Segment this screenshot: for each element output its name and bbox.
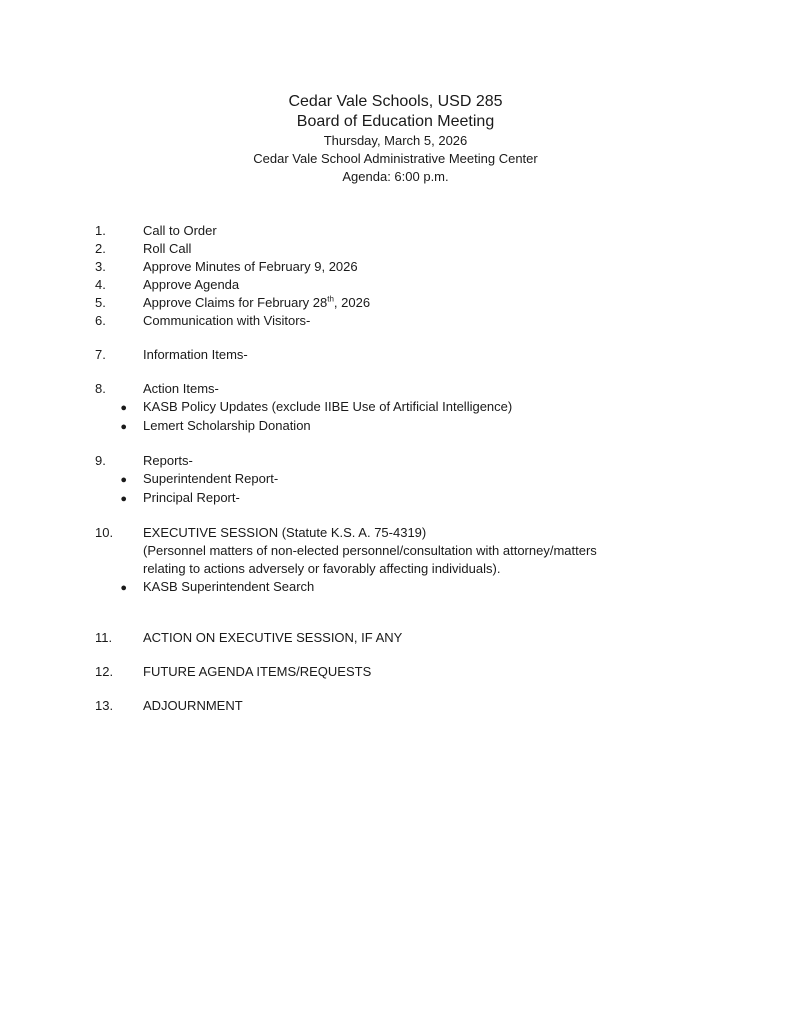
bullet-item [95, 489, 735, 508]
bullet-item [95, 398, 735, 417]
item-text: EXECUTIVE SESSION (Statute K.S. A. 75-4319) [143, 525, 427, 540]
bullet-icon: ● [120, 582, 127, 594]
meeting-time: Agenda: 6:00 p.m. [342, 169, 449, 184]
item-text: Approve Minutes of February 9, 2026 [143, 259, 358, 274]
agenda-item [95, 452, 735, 470]
item-text: Call to Order [143, 223, 217, 238]
bullet-text: KASB Superintendent Search [143, 579, 315, 594]
bullet-text: KASB Policy Updates (exclude IIBE Use of Artificial Intelligence) [143, 399, 513, 414]
agenda-list [95, 222, 735, 715]
meeting-date: Thursday, March 5, 2026 [323, 133, 468, 148]
item-number: 3. [95, 259, 106, 274]
bullet-icon: ● [120, 474, 127, 486]
bullet-icon: ● [120, 421, 127, 433]
item-number: 4. [95, 277, 106, 292]
item-text: FUTURE AGENDA ITEMS/REQUESTS [143, 664, 372, 679]
agenda-item [95, 276, 735, 294]
agenda-item [95, 240, 735, 258]
bullet-text: Superintendent Report- [143, 471, 279, 486]
agenda-item [95, 629, 735, 647]
item-text: Reports- [143, 453, 193, 468]
session-description-line: (Personnel matters of non-elected personnel/consultation with attorney/matters [143, 543, 597, 558]
item-number: 2. [95, 241, 106, 256]
item-text-pre: Approve Claims for February 28 [143, 295, 328, 310]
org-title: Cedar Vale Schools, USD 285 [288, 93, 503, 110]
item-number: 1. [95, 223, 106, 238]
item-text: ACTION ON EXECUTIVE SESSION, IF ANY [143, 630, 403, 645]
agenda-item [95, 222, 735, 240]
item-text: Roll Call [143, 241, 192, 256]
agenda-item [95, 524, 735, 542]
item-text-post: , 2026 [333, 295, 371, 310]
item-text: ADJOURNMENT [143, 698, 243, 713]
agenda-item [95, 663, 735, 681]
item-text: Communication with Visitors- [143, 313, 311, 328]
agenda-item [95, 258, 735, 276]
meeting-title: Board of Education Meeting [296, 113, 495, 130]
item-number: 11. [95, 630, 113, 645]
bullet-icon: ● [120, 402, 127, 414]
item-text: Approve Agenda [143, 277, 240, 292]
agenda-item [95, 346, 735, 364]
agenda-item [95, 380, 735, 398]
ordinal-suffix: th [327, 294, 334, 304]
agenda-header [0, 92, 791, 186]
bullet-item [95, 578, 735, 597]
meeting-location: Cedar Vale School Administrative Meeting Center [253, 151, 538, 166]
agenda-item [95, 312, 735, 330]
bullet-item [95, 417, 735, 436]
bullet-item [95, 470, 735, 489]
bullet-icon: ● [120, 493, 127, 505]
item-number: 12. [95, 664, 114, 679]
item-number: 5. [95, 295, 106, 310]
item-number: 7. [95, 347, 106, 362]
item-text: Action Items- [143, 381, 219, 396]
bullet-text: Principal Report- [143, 490, 240, 505]
item-text: Information Items- [143, 347, 248, 362]
item-number: 8. [95, 381, 106, 396]
item-number: 9. [95, 453, 106, 468]
session-description-line: relating to actions adversely or favorably affecting individuals). [143, 561, 501, 576]
agenda-item [95, 294, 735, 312]
item-number: 13. [95, 698, 114, 713]
item-text [143, 294, 735, 312]
bullet-text: Lemert Scholarship Donation [143, 418, 311, 433]
agenda-item [95, 697, 735, 715]
item-number: 6. [95, 313, 106, 328]
item-number: 10. [95, 525, 114, 540]
